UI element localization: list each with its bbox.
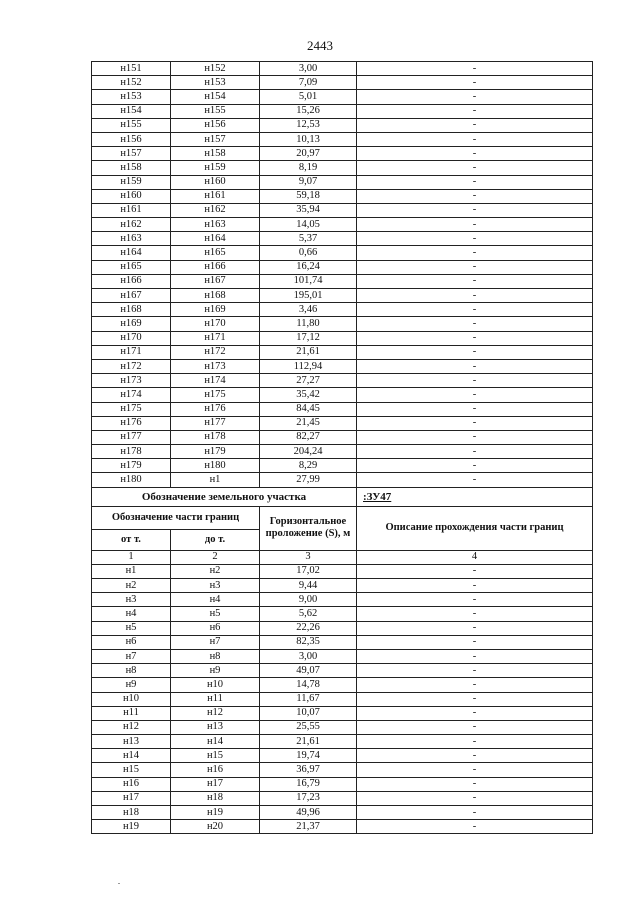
from-point: н156: [92, 132, 171, 146]
length-value: 20,97: [260, 147, 357, 161]
to-point: н175: [171, 388, 260, 402]
section-title: Обозначение земельного участка: [92, 487, 357, 506]
table-row: [92, 621, 593, 635]
description: -: [357, 749, 593, 763]
table-row: [92, 147, 593, 161]
from-point: н13: [92, 735, 171, 749]
length-value: 101,74: [260, 274, 357, 288]
to-point: н177: [171, 416, 260, 430]
to-point: н164: [171, 232, 260, 246]
length-value: 82,27: [260, 430, 357, 444]
description: -: [357, 607, 593, 621]
from-point: н16: [92, 777, 171, 791]
description: -: [357, 374, 593, 388]
length-value: 10,07: [260, 706, 357, 720]
to-point: н14: [171, 735, 260, 749]
col-group-header: Обозначение части границ: [92, 506, 260, 529]
table-row: [92, 473, 593, 487]
to-point: н1: [171, 473, 260, 487]
length-value: 7,09: [260, 76, 357, 90]
to-point: н4: [171, 593, 260, 607]
from-point: н3: [92, 593, 171, 607]
table-row: [92, 607, 593, 621]
description: -: [357, 635, 593, 649]
from-point: н159: [92, 175, 171, 189]
to-point: н169: [171, 303, 260, 317]
from-point: н178: [92, 445, 171, 459]
from-point: н10: [92, 692, 171, 706]
to-point: н173: [171, 359, 260, 373]
description: -: [357, 147, 593, 161]
table-row: [92, 791, 593, 805]
from-point: н179: [92, 459, 171, 473]
from-point: н170: [92, 331, 171, 345]
from-point: н11: [92, 706, 171, 720]
length-value: 5,62: [260, 607, 357, 621]
from-point: н154: [92, 104, 171, 118]
col-number: 3: [260, 550, 357, 564]
description: -: [357, 459, 593, 473]
description: -: [357, 218, 593, 232]
description: -: [357, 289, 593, 303]
description: -: [357, 132, 593, 146]
to-point: н172: [171, 345, 260, 359]
description: -: [357, 274, 593, 288]
from-point: н5: [92, 621, 171, 635]
length-value: 59,18: [260, 189, 357, 203]
description: -: [357, 62, 593, 76]
from-point: н172: [92, 359, 171, 373]
from-point: н15: [92, 763, 171, 777]
to-point: н160: [171, 175, 260, 189]
to-point: н171: [171, 331, 260, 345]
description: -: [357, 664, 593, 678]
length-value: 27,27: [260, 374, 357, 388]
table-row: [92, 777, 593, 791]
table-row: [92, 763, 593, 777]
description: -: [357, 564, 593, 578]
parcel-code: :ЗУ47: [357, 487, 593, 506]
description: -: [357, 317, 593, 331]
description: -: [357, 678, 593, 692]
from-point: н4: [92, 607, 171, 621]
from-point: н169: [92, 317, 171, 331]
column-header-row: [92, 506, 593, 529]
from-point: н162: [92, 218, 171, 232]
col-number: 2: [171, 550, 260, 564]
description: -: [357, 331, 593, 345]
from-point: н17: [92, 791, 171, 805]
length-value: 19,74: [260, 749, 357, 763]
table-row: [92, 416, 593, 430]
to-point: н18: [171, 791, 260, 805]
to-point: н161: [171, 189, 260, 203]
table-row: [92, 175, 593, 189]
length-value: 21,61: [260, 735, 357, 749]
to-point: н168: [171, 289, 260, 303]
length-value: 17,12: [260, 331, 357, 345]
from-point: н180: [92, 473, 171, 487]
length-value: 82,35: [260, 635, 357, 649]
from-point: н167: [92, 289, 171, 303]
table-row: [92, 359, 593, 373]
description: -: [357, 692, 593, 706]
table-row: [92, 459, 593, 473]
to-point: н15: [171, 749, 260, 763]
length-value: 112,94: [260, 359, 357, 373]
description: -: [357, 430, 593, 444]
description: -: [357, 706, 593, 720]
table-row: [92, 62, 593, 76]
from-point: н176: [92, 416, 171, 430]
to-point: н158: [171, 147, 260, 161]
to-point: н170: [171, 317, 260, 331]
length-value: 11,80: [260, 317, 357, 331]
length-value: 9,44: [260, 579, 357, 593]
description: -: [357, 806, 593, 820]
to-point: н159: [171, 161, 260, 175]
section2-header: [92, 487, 593, 564]
table-row: [92, 579, 593, 593]
from-point: н164: [92, 246, 171, 260]
table-row: [92, 445, 593, 459]
length-value: 14,78: [260, 678, 357, 692]
description: -: [357, 763, 593, 777]
table-row: [92, 189, 593, 203]
from-point: н12: [92, 720, 171, 734]
length-value: 0,66: [260, 246, 357, 260]
table-row: [92, 246, 593, 260]
length-value: 195,01: [260, 289, 357, 303]
to-point: н163: [171, 218, 260, 232]
from-point: н174: [92, 388, 171, 402]
description: -: [357, 104, 593, 118]
from-point: н155: [92, 118, 171, 132]
boundary-table: [91, 61, 593, 834]
to-point: н180: [171, 459, 260, 473]
to-point: н9: [171, 664, 260, 678]
length-value: 16,79: [260, 777, 357, 791]
from-point: н163: [92, 232, 171, 246]
from-point: н8: [92, 664, 171, 678]
to-point: н167: [171, 274, 260, 288]
to-point: н176: [171, 402, 260, 416]
col-number: 4: [357, 550, 593, 564]
from-point: н161: [92, 203, 171, 217]
to-point: н179: [171, 445, 260, 459]
table-row: [92, 218, 593, 232]
length-value: 36,97: [260, 763, 357, 777]
description: -: [357, 345, 593, 359]
description: -: [357, 161, 593, 175]
description: -: [357, 76, 593, 90]
to-point: н6: [171, 621, 260, 635]
length-value: 3,00: [260, 649, 357, 663]
description: -: [357, 359, 593, 373]
length-value: 10,13: [260, 132, 357, 146]
description: -: [357, 777, 593, 791]
table-row: [92, 303, 593, 317]
table-row: [92, 274, 593, 288]
table-row: [92, 345, 593, 359]
table-row: [92, 76, 593, 90]
to-point: н8: [171, 649, 260, 663]
from-point: н158: [92, 161, 171, 175]
description: -: [357, 473, 593, 487]
scan-speck: [118, 883, 120, 884]
from-point: н14: [92, 749, 171, 763]
description: -: [357, 649, 593, 663]
to-point: н16: [171, 763, 260, 777]
from-point: н1: [92, 564, 171, 578]
to-point: н174: [171, 374, 260, 388]
column-number-row: [92, 550, 593, 564]
table-row: [92, 820, 593, 834]
from-point: н171: [92, 345, 171, 359]
length-value: 35,42: [260, 388, 357, 402]
col-number: 1: [92, 550, 171, 564]
table2-body: [92, 564, 593, 834]
table1-body: [92, 62, 593, 488]
table-row: [92, 388, 593, 402]
from-point: н2: [92, 579, 171, 593]
to-point: н157: [171, 132, 260, 146]
length-value: 27,99: [260, 473, 357, 487]
description: -: [357, 189, 593, 203]
length-value: 22,26: [260, 621, 357, 635]
length-value: 5,37: [260, 232, 357, 246]
table-row: [92, 260, 593, 274]
table-row: [92, 678, 593, 692]
length-value: 25,55: [260, 720, 357, 734]
length-value: 49,07: [260, 664, 357, 678]
to-point: н162: [171, 203, 260, 217]
description: -: [357, 303, 593, 317]
description: -: [357, 416, 593, 430]
from-point: н175: [92, 402, 171, 416]
to-point: н19: [171, 806, 260, 820]
to-point: н12: [171, 706, 260, 720]
to-point: н156: [171, 118, 260, 132]
length-value: 9,07: [260, 175, 357, 189]
col-from-header: от т.: [92, 529, 171, 550]
to-point: н165: [171, 246, 260, 260]
from-point: н157: [92, 147, 171, 161]
length-value: 35,94: [260, 203, 357, 217]
to-point: н3: [171, 579, 260, 593]
table-row: [92, 593, 593, 607]
length-value: 17,23: [260, 791, 357, 805]
from-point: н165: [92, 260, 171, 274]
length-value: 5,01: [260, 90, 357, 104]
description: -: [357, 593, 593, 607]
table-row: [92, 317, 593, 331]
length-value: 21,37: [260, 820, 357, 834]
table-row: [92, 735, 593, 749]
from-point: н166: [92, 274, 171, 288]
page-number: 2443: [307, 38, 333, 53]
length-value: 21,61: [260, 345, 357, 359]
length-value: 3,46: [260, 303, 357, 317]
length-value: 21,45: [260, 416, 357, 430]
table-row: [92, 232, 593, 246]
length-value: 8,19: [260, 161, 357, 175]
from-point: н153: [92, 90, 171, 104]
to-point: н154: [171, 90, 260, 104]
table-row: [92, 402, 593, 416]
length-value: 15,26: [260, 104, 357, 118]
table-row: [92, 90, 593, 104]
length-value: 11,67: [260, 692, 357, 706]
table-row: [92, 564, 593, 578]
section-title-row: [92, 487, 593, 506]
length-value: 9,00: [260, 593, 357, 607]
col-to-header: до т.: [171, 529, 260, 550]
description: -: [357, 791, 593, 805]
length-value: 49,96: [260, 806, 357, 820]
description: -: [357, 579, 593, 593]
to-point: н20: [171, 820, 260, 834]
from-point: н173: [92, 374, 171, 388]
to-point: н155: [171, 104, 260, 118]
table-row: [92, 635, 593, 649]
from-point: н19: [92, 820, 171, 834]
description: -: [357, 175, 593, 189]
table-row: [92, 749, 593, 763]
from-point: н7: [92, 649, 171, 663]
to-point: н178: [171, 430, 260, 444]
to-point: н11: [171, 692, 260, 706]
description: -: [357, 735, 593, 749]
table-row: [92, 104, 593, 118]
length-value: 16,24: [260, 260, 357, 274]
to-point: н17: [171, 777, 260, 791]
from-point: н18: [92, 806, 171, 820]
table-row: [92, 706, 593, 720]
from-point: н160: [92, 189, 171, 203]
length-value: 14,05: [260, 218, 357, 232]
description: -: [357, 118, 593, 132]
table-row: [92, 331, 593, 345]
to-point: н10: [171, 678, 260, 692]
table-row: [92, 118, 593, 132]
description: -: [357, 402, 593, 416]
table-row: [92, 289, 593, 303]
to-point: н2: [171, 564, 260, 578]
description: -: [357, 246, 593, 260]
to-point: н13: [171, 720, 260, 734]
from-point: н9: [92, 678, 171, 692]
table-row: [92, 720, 593, 734]
length-value: 17,02: [260, 564, 357, 578]
length-value: 8,29: [260, 459, 357, 473]
table-row: [92, 664, 593, 678]
description: -: [357, 445, 593, 459]
col-length-header: Горизонтальное проложение (S), м: [260, 506, 357, 550]
table-row: [92, 649, 593, 663]
description: -: [357, 260, 593, 274]
from-point: н177: [92, 430, 171, 444]
from-point: н151: [92, 62, 171, 76]
table-row: [92, 806, 593, 820]
length-value: 204,24: [260, 445, 357, 459]
to-point: н7: [171, 635, 260, 649]
description: -: [357, 90, 593, 104]
length-value: 3,00: [260, 62, 357, 76]
table-row: [92, 161, 593, 175]
description: -: [357, 621, 593, 635]
to-point: н5: [171, 607, 260, 621]
description: -: [357, 232, 593, 246]
description: -: [357, 720, 593, 734]
length-value: 84,45: [260, 402, 357, 416]
length-value: 12,53: [260, 118, 357, 132]
from-point: н168: [92, 303, 171, 317]
table-row: [92, 203, 593, 217]
from-point: н6: [92, 635, 171, 649]
to-point: н153: [171, 76, 260, 90]
table-row: [92, 692, 593, 706]
table-row: [92, 430, 593, 444]
description: -: [357, 388, 593, 402]
to-point: н152: [171, 62, 260, 76]
table-row: [92, 374, 593, 388]
description: -: [357, 203, 593, 217]
description: -: [357, 820, 593, 834]
from-point: н152: [92, 76, 171, 90]
table-row: [92, 132, 593, 146]
to-point: н166: [171, 260, 260, 274]
col-description-header: Описание прохождения части границ: [357, 506, 593, 550]
